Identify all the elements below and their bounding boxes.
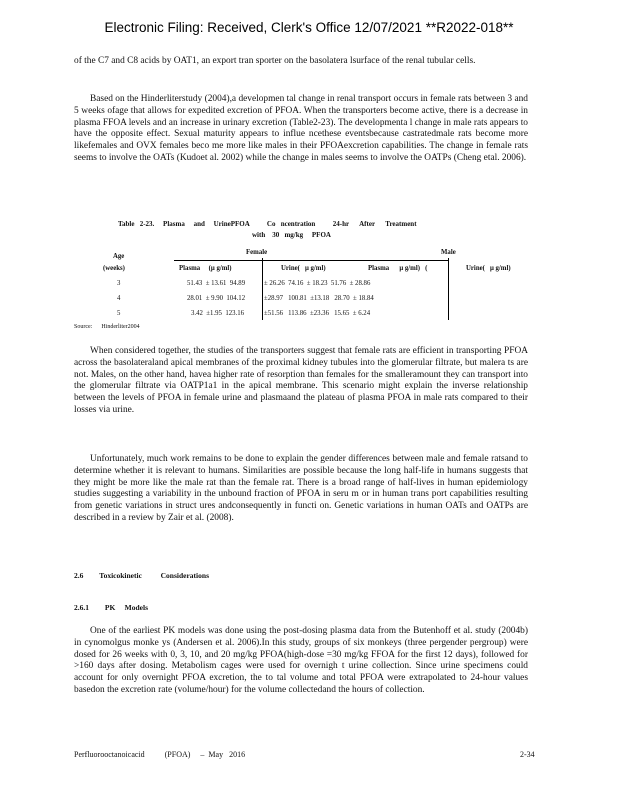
section-title: PK Models [104, 603, 148, 612]
table-row-3-plasma: 51.43 ± 13.61 94.89 [187, 280, 246, 287]
table-caption-line-1: Table 2-23. Plasma and UrinePFOA Co ncentration 24-hr After Treatment [118, 220, 417, 228]
table-caption [118, 219, 498, 241]
table-caption-line-2: with 30 mg/kg PFOA [252, 231, 331, 239]
table-divider-1 [262, 258, 263, 320]
filing-header: Electronic Filing: Received, Clerk's Office 12/07/2021 **R2022-018** [104, 20, 514, 35]
paragraph-1: of the C7 and C8 acids by OAT1, an export tran sporter on the basolatera lsurface of the renal tubular cells. [74, 56, 476, 66]
table-row-5-plasma: 3.42 ±1.95 123.16 [191, 310, 245, 317]
table-row-4-plasma: 28.01 ± 9.90 104.12 [187, 295, 246, 302]
table-col-age-2: (weeks) [103, 265, 125, 272]
page-number: 2-34 [520, 750, 535, 759]
section-number: 2.6 [74, 571, 84, 580]
table-rule-female [174, 260, 448, 261]
table-col-age-1: Age [113, 253, 125, 260]
table-source: Source: Hinderliter2004 [74, 324, 140, 330]
section-2-6-1-heading [74, 603, 148, 612]
table-group-female: Female [246, 249, 268, 256]
table-group-male: Male [441, 249, 456, 256]
paragraph-3: When considered together, the studies of the transporters suggest that female rats are efficient in transporting PFOA across the basolateraland apical membranes of the proximal kidney tubules into the glomerular filtrate, but malera ts are not. Males, on the other hand, havea higher rate of resorption than females for the smalleramount they can transport into the glomerular filtrate via OATP1a1 in the apical membrane. This scenario might explain the inverse relationship between the levels of PFOA in female urine and plasmaand the plateau of plasma PFOA in male rats compared to their losses via urine. [74, 346, 528, 415]
table-row-3-age: 3 [117, 280, 121, 287]
section-title: Toxicokinetic Considerations [99, 571, 209, 580]
table-col-urine-male: Urine( μ g/ml) [466, 265, 511, 272]
table-divider-2 [448, 258, 449, 320]
table-row-4-urine: ±28.97 100.81 ±13.18 28.70 ± 18.84 [264, 295, 374, 302]
table-row-5-urine: ±51.56 113.86 ±23.36 15.65 ± 6.24 [264, 310, 371, 317]
paragraph-2: Based on the Hinderliterstudy (2004),a developmen tal change in renal transport occurs in female rats between 3 and 5 weeks ofage that allows for expedited excretion of PFOA. When the transporters become active, there is a decrease in plasma FFOA levels and an increase in urinary excretion (Table2-23). The developmenta l change in male rats appears to have the opposite effect. Sexual maturity appears to influe ncethese eventsbecause castratedmale rats become more likefemales and OVX females beco me more like males in their PFOAexcretion capabilities. The change in female rats seems to involve the OATs (Kudoet al. 2002) while the change in males seems to involve the OATPs (Cheng etal. 2006). [74, 94, 528, 163]
paragraph-4: Unfortunately, much work remains to be done to explain the gender differences between male and female ratsand to determine whether it is relevant to humans. Similarities are possible because the long half-life in humans suggests that they might be more like the male rat than the female rat. There is a broad range of half-lives in human epidemiology studies suggesting a variability in the unbound fraction of PFOA in seru m or in human trans port capabilities resulting from genetic variations in struct ures andconsequently in functi on. Genetic variations in human OATs and OATPs are described in a review by Zair et al. (2008). [74, 454, 528, 523]
table-col-plasma-female: Plasma (μ g/ml) [179, 265, 232, 272]
table-col-urine-female: Urine( μ g/ml) [281, 265, 326, 272]
section-2-6-heading [74, 571, 209, 580]
table-row-5-age: 5 [117, 310, 121, 317]
section-number: 2.6.1 [74, 603, 89, 612]
table-row-3-urine: ± 26.26 74.16 ± 18.23 51.76 ± 28.86 [264, 280, 371, 287]
table-col-plasma-male: Plasma μ g/ml) ( [368, 265, 428, 272]
paragraph-5: One of the earliest PK models was done using the post-dosing plasma data from the Butenhoff et al. study (2004b) in cynomolgus monke ys (Andersen et al. 2006).In this study, groups of six monkeys (three pergender pergroup) were dosed for 26 weeks with 0, 3, 10, and 20 mg/kg PFOA(high-dose =30 mg/kg FFOA for the first 12 days), followed for >160 days after dosing. Metabolism cages were used for overnigh t urine collection. Since urine specimens could account for only overnight PFOA excretion, the to tal volume and total PFOA were extrapolated to 24-hour values basedon the excretion rate (volume/hour) for the volume collectedand the hours of collection. [74, 626, 528, 695]
footer-title: Perfluorooctanoicacid (PFOA) – May 2016 [74, 750, 246, 759]
table-row-4-age: 4 [117, 295, 121, 302]
